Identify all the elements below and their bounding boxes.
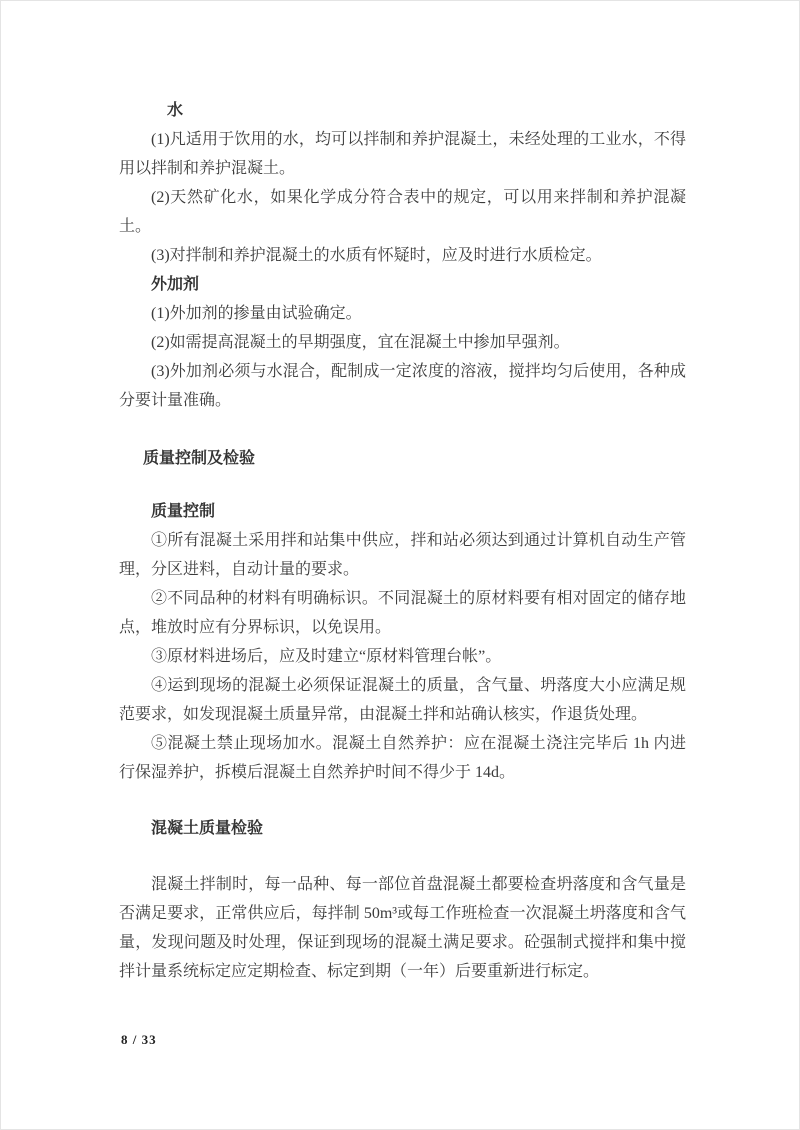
paragraph-qc-1: ①所有混凝土采用拌和站集中供应，拌和站必须达到通过计算机自动生产管理，分区进料，自动计量的要求。: [119, 532, 686, 578]
paragraph-qc-3: ③原材料进场后，应及时建立“原材料管理台帐”。: [151, 648, 502, 665]
document-body: [119, 96, 686, 986]
heading-admixture: 外加剂: [151, 276, 200, 293]
heading-concrete-quality-inspection: 混凝土质量检验: [151, 820, 264, 837]
paragraph-qc-5: ⑤混凝土禁止现场加水。混凝土自然养护：应在混凝土浇注完毕后 1h 内进行保湿养护，拆模后混凝土自然养护时间不得少于 14d。: [119, 735, 686, 781]
paragraph-qc-2: ②不同品种的材料有明确标识。不同混凝土的原材料要有相对固定的储存地点，堆放时应有分界标识，以免误用。: [119, 590, 686, 636]
heading-quality-control: 质量控制: [151, 503, 216, 520]
paragraph-concrete-inspection: 混凝土拌制时，每一品种、每一部位首盘混凝土都要检查坍落度和含气量是否满足要求，正常供应后，每拌制 50m³或每工作班检查一次混凝土坍落度和含气量，发现问题及时处理，保证到现场的混凝土满足要求。砼强制式搅拌和集中搅拌计量系统标定应定期检查、标定到期（一年）后要重新进行标定。: [119, 876, 686, 980]
paragraph-admixture-1: (1)外加剂的掺量由试验确定。: [151, 305, 362, 322]
heading-water: 水: [167, 102, 184, 119]
paragraph-admixture-3: (3)外加剂必须与水混合，配制成一定浓度的溶液，搅拌均匀后使用，各种成分要计量准确。: [119, 363, 686, 409]
paragraph-water-2: (2)天然矿化水，如果化学成分符合表中的规定，可以用来拌制和养护混凝土。: [119, 189, 686, 235]
page-number: 8 / 33: [121, 1032, 157, 1047]
paragraph-admixture-2: (2)如需提高混凝土的早期强度，宜在混凝土中掺加早强剂。: [151, 334, 570, 351]
paragraph-water-1: (1)凡适用于饮用的水，均可以拌制和养护混凝土，未经处理的工业水，不得用以拌制和养护混凝土。: [119, 131, 686, 177]
paragraph-qc-4: ④运到现场的混凝土必须保证混凝土的质量，含气量、坍落度大小应满足规范要求，如发现混凝土质量异常，由混凝土拌和站确认核实，作退货处理。: [119, 677, 686, 723]
heading-quality-control-and-inspection: 质量控制及检验: [143, 450, 256, 467]
paragraph-water-3: (3)对拌制和养护混凝土的水质有怀疑时，应及时进行水质检定。: [151, 247, 602, 264]
